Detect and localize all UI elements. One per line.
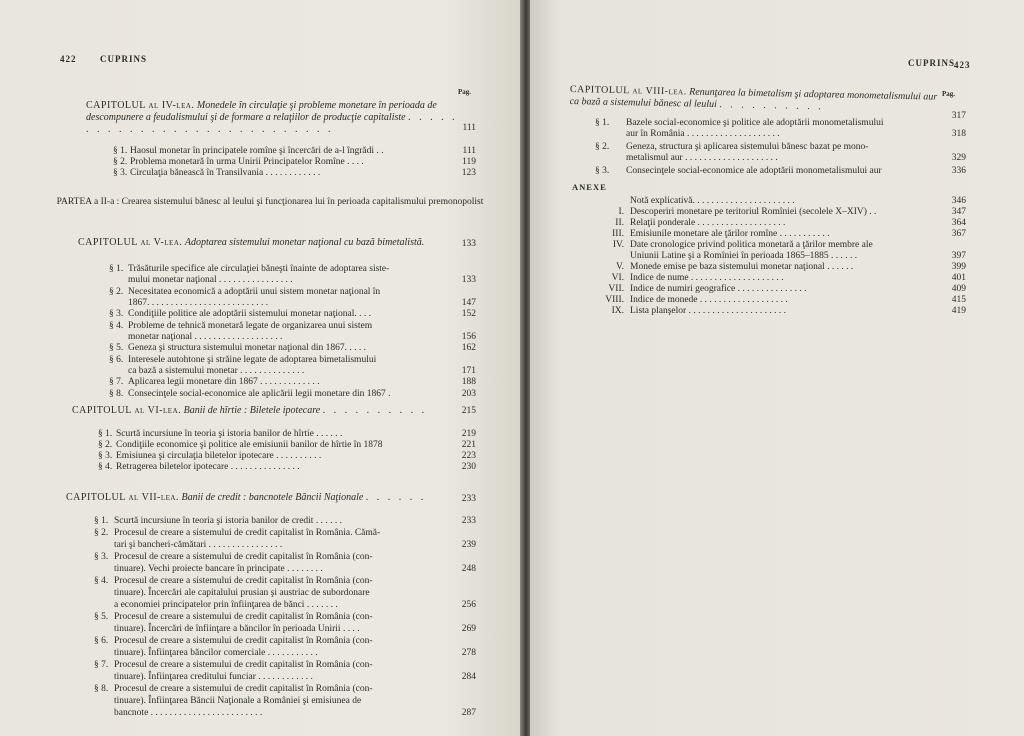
- section-number: VII.: [608, 284, 624, 294]
- chapter-6-heading: CAPITOLUL al VI-lea. Banii de hîrtie : Biletele ipotecare . . . . . . . . . .: [72, 405, 428, 416]
- section-number: § 1.: [109, 264, 124, 274]
- section-page: 336: [951, 166, 966, 176]
- section-page: 221: [461, 440, 476, 450]
- section-page: 419: [951, 306, 966, 316]
- section-number: § 1.: [595, 118, 610, 128]
- section-title: Procesul de creare a sistemului de credit capitalist în România. Cămă-: [114, 528, 381, 538]
- section-title: Procesul de creare a sistemului de credit capitalist în România (con-: [114, 660, 373, 670]
- section-title: Procesul de creare a sistemului de credit capitalist în România (con-: [114, 576, 373, 586]
- section-number: § 1.: [98, 429, 113, 439]
- section-title: Procesul de creare a sistemului de credit capitalist în România (con-: [114, 612, 373, 622]
- section-page: 399: [951, 262, 966, 272]
- section-title-continued: mului monetar naţional . . . . . . . . . . . . . . . .: [128, 275, 293, 285]
- section-page: 111: [462, 146, 476, 156]
- chapter-8-page: 317: [951, 111, 966, 121]
- section-number: § 4.: [109, 320, 124, 331]
- section-title: Emisiunea şi circulaţia biletelor ipotecare . . . . . . . . . .: [116, 451, 322, 461]
- section-page: 269: [461, 624, 476, 634]
- section-title-continued: tinuare). Înfiinţarea băncilor comerciale . . . . . . . . . . .: [114, 648, 318, 658]
- right-running-header: CUPRINS: [908, 58, 956, 68]
- section-page: 367: [951, 229, 966, 239]
- section-number: VIII.: [605, 295, 624, 305]
- section-number: § 2.: [94, 528, 109, 538]
- section-title: Condiţiile politice ale adoptării sistemului monetar naţional. . . .: [128, 309, 371, 319]
- section-page: 318: [951, 129, 966, 139]
- section-title: Consecinţele social-economice ale adoptării monometalismului aur: [626, 166, 882, 176]
- section-title-continued: tinuare). Încercări ale capitalului prusian şi austriac de subordonare: [114, 588, 370, 598]
- section-title: Indice de numiri geografice . . . . . . . . . . . . . . .: [630, 284, 807, 294]
- section-title-continued: tinuare). Încercări de înfiinţare a băncilor în perioada Unirii . . . .: [114, 624, 360, 634]
- section-title-continued: tinuare). Înfiinţarea Băncii Naţionale a României şi emisiunea de: [114, 696, 362, 706]
- right-pag-label: Pag.: [942, 90, 956, 98]
- section-number: § 6.: [94, 636, 109, 646]
- section-title: Bazele social-economice şi politice ale adoptării monometalismului: [626, 118, 884, 128]
- section-title: Consecinţele social-economice ale aplicării legii monetare din 1867 .: [128, 388, 391, 399]
- section-number: § 4.: [98, 462, 113, 472]
- chapter-7-heading: CAPITOLUL al VII-lea. Banii de credit : bancnotele Băncii Naţionale . . . . . .: [66, 492, 427, 503]
- section-title: Circulaţia bănească în Transilvania . . . . . . . . . . . .: [130, 168, 321, 178]
- section-title-continued: monetar naţional . . . . . . . . . . . . . . . . . . .: [128, 331, 283, 342]
- section-number: V.: [615, 262, 624, 272]
- section-page: 188: [461, 377, 476, 387]
- section-page: 256: [461, 600, 476, 610]
- section-title: Scurtă incursiune în teoria şi istoria banilor de hîrtie . . . . . .: [116, 429, 343, 439]
- section-page: 162: [461, 343, 476, 353]
- section-title: Emisiunile monetare ale ţărilor romîne . . . . . . . . . . .: [630, 229, 830, 239]
- section-number: II.: [615, 218, 624, 228]
- section-title: Scurtă incursiune în teoria şi istoria banilor de credit . . . . . .: [114, 516, 342, 526]
- section-title: Probleme de tehnică monetară legate de organizarea unui sistem: [128, 320, 373, 331]
- left-running-header: CUPRINS: [100, 54, 148, 64]
- section-page: 287: [461, 708, 476, 718]
- section-title: Haosul monetar în principatele romîne şi încercări de a-l îngrădi . .: [130, 146, 384, 156]
- section-page: 119: [462, 157, 476, 167]
- section-number: I.: [618, 207, 624, 217]
- section-number: § 2.: [113, 157, 128, 167]
- section-title-continued: tari şi bancheri-cămătari . . . . . . . . . . . . . . . .: [114, 540, 283, 550]
- section-page: 147: [461, 297, 476, 308]
- section-number: IV.: [612, 240, 624, 250]
- part-2-heading: PARTEA a II-a : Crearea sistemului bănesc al leului şi funcţionarea lui în perioada capitalismului premonopolist: [56, 197, 484, 207]
- section-title: Procesul de creare a sistemului de credit capitalist în România (con-: [114, 552, 373, 562]
- section-page: 171: [461, 365, 476, 376]
- section-title: Problema monetară în urma Unirii Principatelor Romîne . . . .: [130, 157, 364, 167]
- right-page-number: 423: [954, 60, 971, 70]
- section-title: Monede emise pe baza sistemului monetar naţional . . . . . .: [630, 262, 854, 272]
- section-page: 219: [461, 429, 476, 439]
- section-page: 239: [461, 540, 476, 550]
- section-title: Procesul de creare a sistemului de credit capitalist în România (con-: [114, 684, 373, 694]
- section-title-continued: Uniunii Latine şi a Romîniei în perioada 1865–1885 . . . . . .: [630, 251, 858, 261]
- section-number: § 8.: [94, 684, 109, 694]
- section-title-continued: a economiei principatelor prin înfiinţarea de bănci . . . . . . .: [114, 600, 338, 610]
- section-title: Condiţiile economice şi politice ale emisiunii banilor de hîrtie în 1878: [116, 440, 383, 450]
- section-title: Geneza, structura şi aplicarea sistemului bănesc bazat pe mono-: [626, 142, 869, 152]
- section-page: 409: [951, 284, 966, 294]
- anexe-heading: ANEXE: [572, 182, 607, 192]
- section-number: § 2.: [595, 142, 610, 152]
- section-number: § 8.: [109, 388, 124, 399]
- right-page: [530, 0, 1024, 736]
- section-page: 284: [461, 672, 476, 682]
- section-page: 203: [461, 388, 476, 399]
- section-title: Retragerea biletelor ipotecare . . . . . . . . . . . . . . .: [116, 462, 300, 472]
- section-page: 133: [461, 275, 476, 285]
- section-number: § 3.: [595, 166, 610, 176]
- section-page: 346: [951, 196, 966, 206]
- section-number: IX.: [611, 306, 624, 316]
- section-number: § 3.: [109, 309, 124, 319]
- section-page: 364: [951, 218, 966, 228]
- section-page: 233: [461, 516, 476, 526]
- section-title: Necesitatea economică a adoptării unui sistem monetar naţional în: [128, 286, 381, 297]
- section-number: § 3.: [98, 451, 113, 461]
- chapter-6-page: 215: [461, 406, 476, 416]
- section-page: 230: [461, 462, 476, 472]
- section-number: § 5.: [109, 343, 124, 353]
- section-title: Indice de monede . . . . . . . . . . . . . . . . . . .: [630, 295, 788, 305]
- chapter-4-page: 111: [462, 123, 476, 133]
- section-page: 152: [461, 309, 476, 319]
- chapter-5-page: 133: [461, 239, 476, 249]
- section-page: 401: [951, 273, 966, 283]
- section-page: 329: [951, 153, 966, 163]
- section-number: § 3.: [94, 552, 109, 562]
- left-page-number: 422: [60, 54, 77, 64]
- section-number: § 4.: [94, 576, 109, 586]
- section-title: Aplicarea legii monetare din 1867 . . . . . . . . . . . . .: [128, 377, 320, 387]
- section-number: § 5.: [94, 612, 109, 622]
- chapter-8-heading: CAPITOLUL al VIII-lea. Renunţarea la bimetalism şi adoptarea monometalismului aur ca bază a sistemului bănesc al leului . . . . . . . . . .: [569, 84, 938, 113]
- section-number: § 1.: [94, 516, 109, 526]
- section-page: 397: [951, 251, 966, 261]
- section-title: Descoperiri monetare pe teritoriul Romîniei (secolele X–XIV) . .: [630, 207, 877, 217]
- section-number: § 3.: [113, 168, 128, 178]
- section-title: Notă explicativă. . . . . . . . . . . . . . . . . . . . . .: [630, 196, 795, 206]
- section-page: 415: [951, 295, 966, 305]
- section-number: § 2.: [98, 440, 113, 450]
- section-number: § 1.: [113, 146, 128, 156]
- section-title: Procesul de creare a sistemului de credit capitalist în România (con-: [114, 636, 373, 646]
- section-title: Trăsăturile specifice ale circulaţiei băneşti înainte de adoptarea siste-: [128, 264, 390, 274]
- section-number: § 6.: [109, 354, 124, 365]
- section-number: VI.: [611, 273, 624, 283]
- section-page: 223: [461, 451, 476, 461]
- section-title: Indice de nume . . . . . . . . . . . . . . . . . . . .: [630, 273, 784, 283]
- section-title: Date cronologice privind politica monetară a ţărilor membre ale: [630, 240, 873, 250]
- section-title-continued: bancnote . . . . . . . . . . . . . . . . . . . . . . . .: [114, 708, 263, 718]
- section-number: § 7.: [109, 377, 124, 387]
- section-title-continued: 1867. . . . . . . . . . . . . . . . . . . . . . . . . .: [128, 297, 269, 308]
- section-title-continued: tinuare). Vechi proiecte bancare în principate . . . . . . . .: [114, 564, 323, 574]
- chapter-4-heading: CAPITOLUL al IV-lea. Monedele în circulaţie şi probleme monetare în perioada de descompunere a feudalismului şi de formare a relaţiilor de producţie capitaliste . . . . . . . . . . . . . . . . . . . . . . . . . . . .: [86, 100, 458, 135]
- section-page: 248: [461, 564, 476, 574]
- section-page: 123: [461, 168, 476, 178]
- section-title-continued: tinuare). Înfiinţarea creditului funciar . . . . . . . . . . . .: [114, 672, 313, 682]
- chapter-5-heading: CAPITOLUL al V-lea. Adoptarea sistemului monetar naţional cu bază bimetalistă.: [78, 237, 425, 248]
- section-title: Relaţii ponderale . . . . . . . . . . . . . . . . . . .: [630, 218, 786, 228]
- section-page: 278: [461, 648, 476, 658]
- section-number: III.: [612, 229, 624, 239]
- section-title-continued: ca bază a sistemului monetar . . . . . . . . . . . . . .: [128, 365, 305, 376]
- section-title: Geneza şi structura sistemului monetar naţional din 1867. . . . .: [128, 343, 366, 353]
- section-number: § 7.: [94, 660, 109, 670]
- section-page: 156: [461, 331, 476, 342]
- section-title: Lista planşelor . . . . . . . . . . . . . . . . . . . . .: [630, 306, 786, 316]
- left-pag-label: Pag.: [458, 88, 472, 96]
- section-number: § 2.: [109, 286, 124, 297]
- section-page: 347: [951, 207, 966, 217]
- section-title-continued: aur în România . . . . . . . . . . . . . . . . . . . .: [626, 129, 780, 139]
- section-title-continued: metalismul aur . . . . . . . . . . . . . . . . . . . .: [626, 153, 778, 163]
- chapter-7-page: 233: [461, 494, 476, 504]
- section-title: Interesele autohtone şi străine legate de adoptarea bimetalismului: [128, 354, 377, 365]
